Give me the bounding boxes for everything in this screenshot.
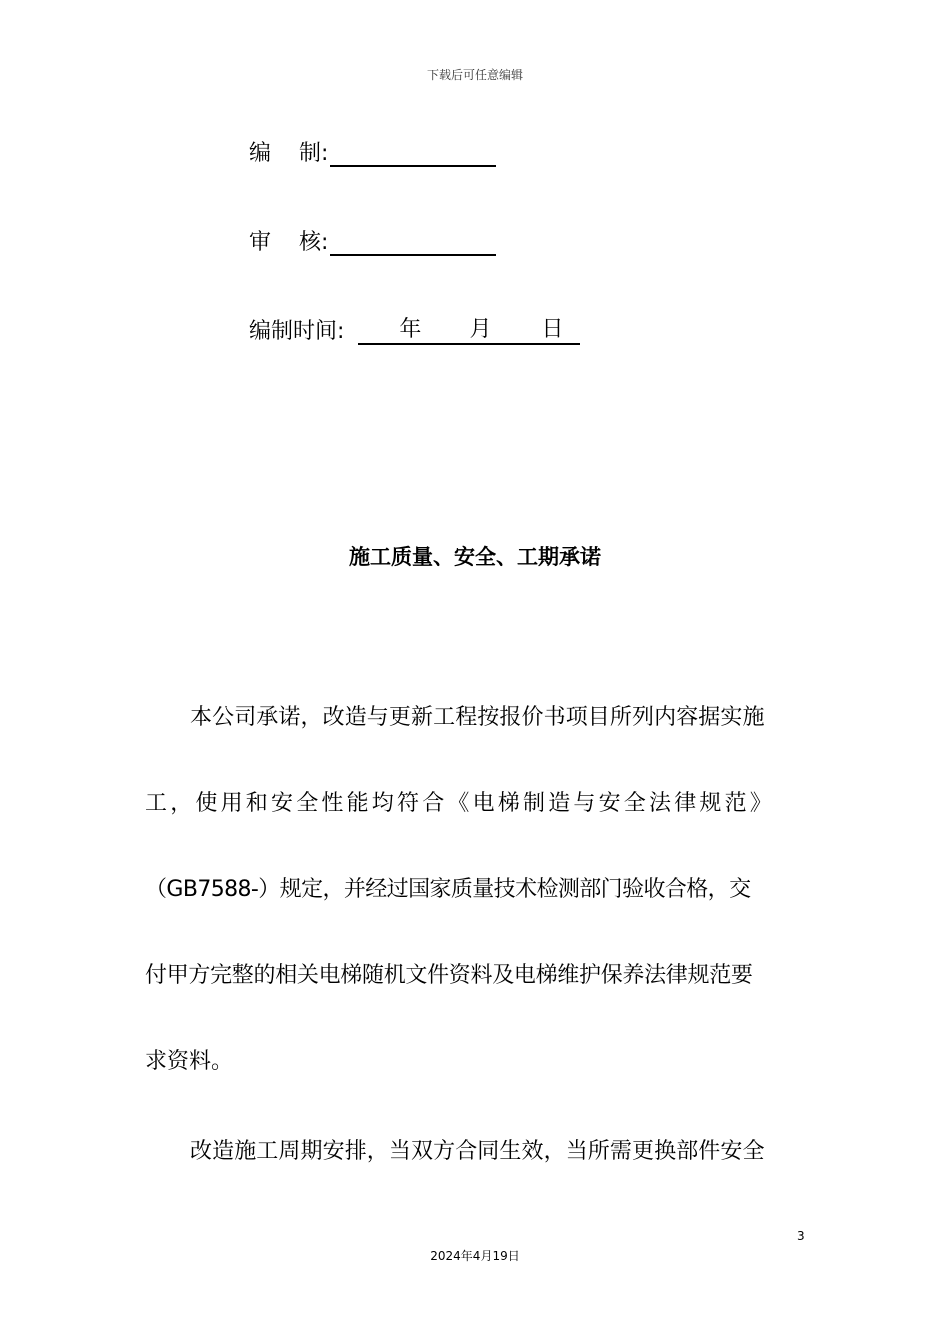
compiler-blank-line <box>330 143 496 167</box>
reviewer-blank-line <box>330 232 496 256</box>
paragraph-line-3: （GB7588-）规定，并经过国家质量技术检测部门验收合格，交 <box>145 877 751 902</box>
compiler-row <box>249 136 496 167</box>
paragraph-line-6: 改造施工周期安排，当双方合同生效，当所需更换部件安全 <box>190 1139 765 1164</box>
day-label: 日 <box>541 317 564 342</box>
reviewer-row <box>249 225 496 256</box>
paragraph-line-4: 付甲方完整的相关电梯随机文件资料及电梯维护保养法律规范要 <box>145 963 753 988</box>
date-blank-line <box>358 319 580 345</box>
page-header: 下载后可任意编辑 <box>426 68 523 82</box>
page-footer-date: 2024年4月19日 <box>430 1249 520 1263</box>
paragraph-line-1: 本公司承诺，改造与更新工程按报价书项目所列内容据实施 <box>190 705 765 730</box>
paragraph-line-2: 工，使用和安全性能均符合《电梯制造与安全法律规范》 <box>145 791 776 816</box>
reviewer-label: 审 核: <box>249 230 329 255</box>
compiler-label: 编 制: <box>249 141 329 166</box>
date-label: 编制时间: <box>249 319 345 344</box>
year-label: 年 <box>399 317 422 342</box>
date-row <box>249 314 580 345</box>
month-label: 月 <box>469 317 492 342</box>
paragraph-line-5: 求资料。 <box>145 1049 234 1074</box>
page-number: 3 <box>797 1229 805 1243</box>
document-title: 施工质量、安全、工期承诺 <box>349 545 601 569</box>
